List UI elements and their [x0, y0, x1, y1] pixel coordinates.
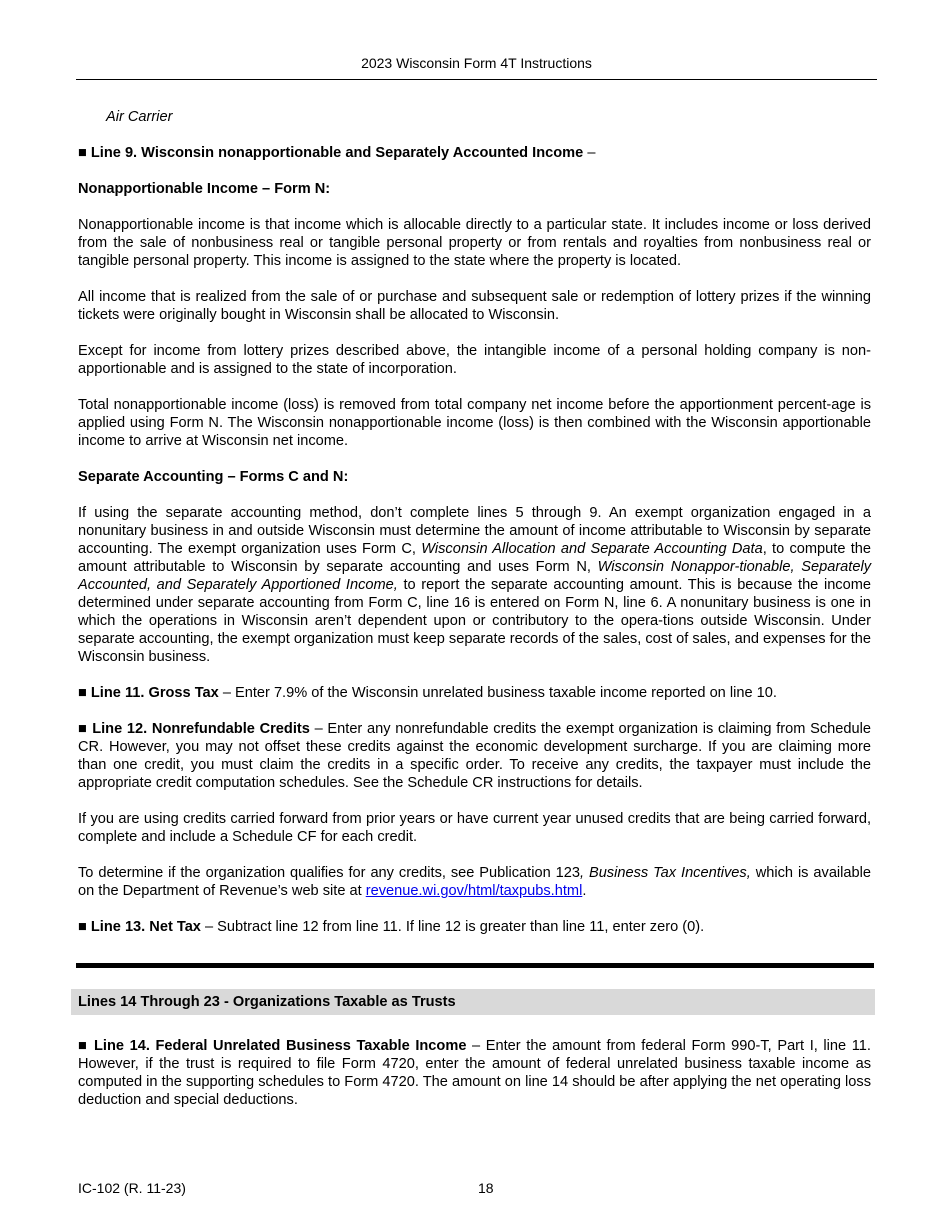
separate-accounting-subheading	[78, 468, 871, 486]
line11-paragraph	[78, 684, 871, 702]
bullet-icon: ■	[78, 145, 87, 161]
nonapportionable-paragraph-1: Nonapportionable income is that income which is allocable directly to a particular state. It includes income or loss derived from the sale of nonbusiness real or tangible personal property or from rentals and royalties from nonbusiness real or tangible personal property. This income is assigned to the state where the property is located.	[78, 217, 871, 269]
section-heading-trusts: Lines 14 Through 23 - Organizations Taxable as Trusts	[71, 989, 875, 1015]
pub123-text-1: To determine if the organization qualifies for any credits, see Publication 123	[78, 865, 580, 881]
line14-heading: Line 14. Federal Unrelated Business Taxable Income	[94, 1038, 467, 1054]
line9-heading-text: Line 9. Wisconsin nonapportionable and Separately Accounted Income	[90, 145, 584, 161]
line12-text: – Enter any nonrefundable credits the exempt organization is claiming from Schedule CR. However, you may not offset these credits against the economic development surcharge. If you are claiming more than one credit, you must claim the credits in a specific order. To receive any credits, the taxpayer must include the appropriate credit computation schedules. See the Schedule CR instructions for details.	[78, 721, 871, 791]
pub123-text-2: which is available on the Department of Revenue’s web site at	[78, 865, 872, 899]
pub123-period: .	[582, 883, 587, 899]
line12-paragraph-3	[78, 864, 871, 900]
air-carrier-label	[78, 108, 871, 126]
line13-heading: Line 13. Net Tax	[90, 919, 201, 935]
page-header-title: 2023 Wisconsin Form 4T Instructions	[361, 55, 592, 71]
nonapportionable-subheading-text: Nonapportionable Income – Form N:	[78, 181, 331, 197]
line13-text: – Subtract line 12 from line 11. If line 12 is greater than line 11, enter zero (0).	[200, 919, 705, 935]
line12-paragraph	[78, 720, 871, 792]
sa-text-1: If using the separate accounting method, don’t complete lines 5 through 9. An exempt organization engaged in a nonunitary business in and outside Wisconsin must determine the amount of income attributable to Wisconsin by separate accounting. The exempt organization uses Form C,	[78, 505, 871, 557]
line11-text: – Enter 7.9% of the Wisconsin unrelated business taxable income reported on line 10.	[218, 685, 777, 701]
sa-text-3: to report the separate accounting amount. This is because the income determined under separate accounting from Form C, line 16 is entered on Form N, line 6. A nonunitary business is one in which the operations in Wisconsin aren’t dependent upon or contributory to the opera-tions outside Wisconsin. Under separate accounting, the exempt organization must keep separate records of the sales, cost of sales, and expenses for the Wisconsin business.	[78, 577, 871, 665]
bullet-icon: ■	[78, 1038, 89, 1054]
bullet-icon: ■	[78, 721, 88, 737]
line13-paragraph	[78, 918, 871, 936]
pub123-title: , Business Tax Incentives,	[579, 865, 751, 881]
header-divider	[76, 79, 877, 80]
line12-paragraph-2: If you are using credits carried forward from prior years or have current year unused credits that are being carried forward, complete and include a Schedule CF for each credit.	[78, 811, 871, 845]
bullet-icon: ■	[78, 685, 87, 701]
footer-form-id: IC-102 (R. 11-23)	[78, 1180, 186, 1196]
separate-accounting-paragraph	[78, 504, 871, 666]
nonapportionable-paragraph-3: Except for income from lottery prizes described above, the intangible income of a personal holding company is non-apportionable and is assigned to the state of incorporation.	[78, 343, 871, 377]
bullet-icon: ■	[78, 919, 87, 935]
line12-heading: Line 12. Nonrefundable Credits	[92, 721, 310, 737]
separate-accounting-subheading-text: Separate Accounting – Forms C and N:	[78, 469, 349, 485]
line14-text: – Enter the amount from federal Form 990-T, Part I, line 11. However, if the trust is required to file Form 4720, enter the amount of federal unrelated business taxable income as computed in the supporting schedules to Form 4720. The amount on line 14 should be after applying the net operating loss deduction and special deductions.	[78, 1038, 871, 1108]
taxpubs-link[interactable]: revenue.wi.gov/html/taxpubs.html	[365, 883, 583, 899]
air-carrier-text: Air Carrier	[106, 109, 173, 125]
line9-dash: –	[587, 145, 596, 161]
line14-paragraph	[78, 1037, 871, 1109]
nonapportionable-paragraph-4: Total nonapportionable income (loss) is removed from total company net income before the apportionment percent-age is applied using Form N. The Wisconsin nonapportionable income (loss) is then combined with the Wisconsin apportionable income to arrive at Wisconsin net income.	[78, 397, 871, 449]
form-n-title: Wisconsin Nonappor-tionable, Separately Accounted, and Separately Apportioned Income,	[78, 559, 872, 593]
nonapportionable-paragraph-2: All income that is realized from the sale of or purchase and subsequent sale or redemption of lottery prizes if the winning tickets were originally bought in Wisconsin shall be allocated to Wisconsin.	[78, 289, 871, 323]
sa-text-2: , to compute the amount attributable to Wisconsin by separate accounting and uses Form N,	[78, 541, 871, 575]
footer-page-number: 18	[478, 1180, 494, 1196]
form-c-title: Wisconsin Allocation and Separate Accounting Data	[421, 541, 763, 557]
document-body	[78, 108, 871, 1127]
line9-heading	[78, 144, 871, 162]
nonapportionable-subheading	[78, 180, 871, 198]
section-divider	[76, 963, 874, 968]
line11-heading: Line 11. Gross Tax	[90, 685, 219, 701]
